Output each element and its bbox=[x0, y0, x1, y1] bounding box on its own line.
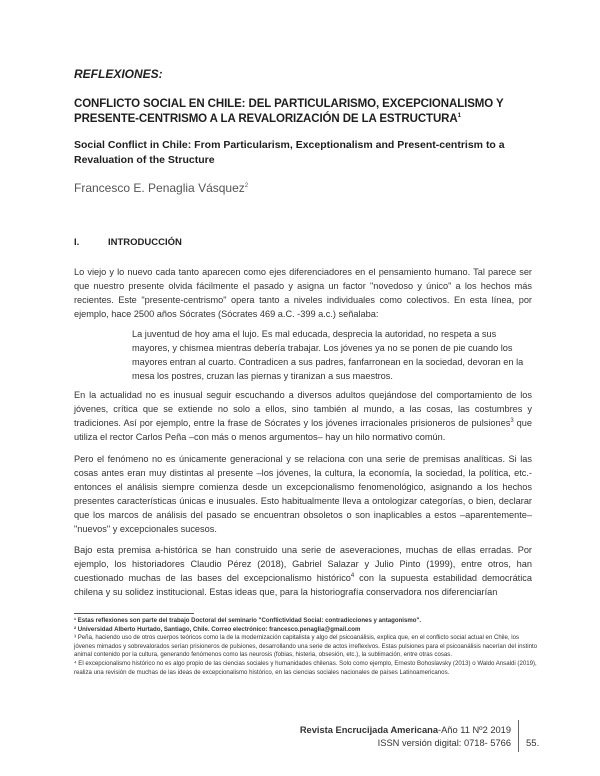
paragraph-4-text-a: Bajo esta premisa a-histórica se han construido una serie de aseveraciones, muchas de ellas erradas. Por ejemplo, los historiadores Claudio Pérez (2018), Gabriel Salazar y Julio Pinto (1999), entre otros, han cuestionado muchas de las bases del excepcionalismo histórico bbox=[74, 545, 532, 583]
article-title-spanish bbox=[74, 97, 536, 126]
paragraph-4-text-b: con la supuesta estabilidad democrática chilena y su solidez institucional. Estas ideas que, para la historiografía conservadora nos diferenciarían bbox=[74, 573, 532, 597]
author-footnote-marker: 2 bbox=[244, 183, 249, 189]
footnote-3: ³ Peña, haciendo uso de otros cuerpos teóricos como la de la modernización capitalista y algo del psicoanálisis, explica que, en el conflicto social actual en Chile, los jóvenes mimados y sobrevalorados serían prisioneros de pulsiones, desarrollando una serie de actos irreflexivos. Estas pulsiones para el psicoanálisis nacerían del instinto animal contenido por la cultura, generando fenómenos como las neurosis (fobias, histeria, obsesión, etc.), la sublimación, entre otras cosas. bbox=[74, 634, 538, 659]
section-number: I. bbox=[74, 237, 80, 248]
paragraph-3: Pero el fenómeno no es únicamente generacional y se relaciona con una serie de premisas analíticas. Si las cosas antes eran muy distintas al presente –los jóvenes, la cultura, la economía, la sociedad, la política, etc.- entonces el análisis siempre comienza desde un excepcionalismo fenomenológico, asignando a los hechos presentes características únicas e inusuales. Esto habitualmente lleva a ontologizar categorías, o bien, declarar que los marcos de análisis del pasado se encuentran obsoletos o son inaplicables a estos –aparentemente– "nuevos" y excepcionales sucesos. bbox=[74, 454, 532, 534]
footnotes bbox=[74, 617, 538, 677]
footnote-marker-4: 4 bbox=[350, 572, 355, 579]
author-name bbox=[74, 181, 248, 195]
footnote-2: ² Universidad Alberto Hurtado, Santiago, Chile. Correo electrónico: francesco.penaglia@gmail.com bbox=[74, 625, 361, 633]
title-footnote-marker: 1 bbox=[457, 112, 461, 119]
footnote-1: ¹ Estas reflexiones son parte del trabajo Doctoral del seminario "Conflictividad Social: contradicciones y antagonismo". bbox=[74, 617, 422, 624]
journal-issn: ISSN versión digital: 0718- 5766 bbox=[377, 738, 511, 748]
page-number: 55. bbox=[526, 738, 540, 749]
paragraph-4 bbox=[74, 543, 532, 599]
section-title: INTRODUCCIÓN bbox=[108, 237, 182, 248]
footnote-4: ⁴ El excepcionalismo histórico no es algo propio de las ciencias sociales y humanidades chilenas. Solo como ejemplo, Ernesto Bohoslavsky (2013) o Waldo Ansaldi (2019), realiza una revisión de muchas de las ideas de excepcionalismo histórico, en las ciencias sociales nacionales de países Latinoamericanos. bbox=[74, 659, 537, 676]
journal-info bbox=[300, 724, 511, 750]
journal-issue: -Año 11 Nº2 2019 bbox=[438, 725, 511, 735]
title-es-text: CONFLICTO SOCIAL EN CHILE: DEL PARTICULARISMO, EXCEPCIONALISMO Y PRESENTE-CENTRISMO A LA REVALORIZACIÓN DE LA ESTRUCTURA bbox=[74, 98, 504, 125]
journal-name: Revista Encrucijada Americana bbox=[299, 725, 438, 735]
author-text: Francesco E. Penaglia Vásquez bbox=[74, 181, 245, 195]
footnote-divider bbox=[74, 613, 194, 614]
section-heading bbox=[74, 237, 182, 248]
journal-line bbox=[300, 724, 511, 737]
paragraph-2 bbox=[74, 388, 532, 444]
paragraph-1: Lo viejo y lo nuevo cada tanto aparecen como ejes diferenciadores en el pensamiento humano. Tal parece ser que nuestro presente olvida fácilmente el pasado y asigna un factor "novedoso y único" a los hechos más recientes. Este "presente-centrismo" opera tanto a niveles individuales como colectivos. En esta línea, por ejemplo, hace 2500 años Sócrates (Sócrates 469 a.C. -399 a.c.) señalaba: bbox=[74, 267, 532, 319]
footer-divider bbox=[518, 720, 519, 752]
block-quote: La juventud de hoy ama el lujo. Es mal educada, desprecia la autoridad, no respeta a sus mayores, y chismea mientras debería trabajar. Los jóvenes ya no se ponen de pie cuando los mayores entran al cuarto. Contradicen a sus padres, fanfarronean en la sociedad, devoran en la mesa los postres, cruzan las piernas y tiranizan a sus maestros. bbox=[132, 329, 524, 381]
paragraph-2-text-b: que utiliza el rector Carlos Peña –con más o menos argumentos– hay un hilo normativo común. bbox=[74, 418, 532, 442]
article-title-english: Social Conflict in Chile: From Particularism, Exceptionalism and Present-centrism to a Revaluation of the Structure bbox=[74, 139, 505, 166]
paragraph-2-text-a: En la actualidad no es inusual seguir escuchando a diversos adultos quejándose del comportamiento de los jóvenes, crítica que se extiende no solo a ellos, sino también al mundo, a las cosas, las costumbres y tradiciones. Así por ejemplo, entre la frase de Sócrates y los jóvenes irracionales prisioneros de pulsiones bbox=[74, 390, 532, 428]
footnote-marker-3: 3 bbox=[510, 417, 514, 424]
section-label: REFLEXIONES: bbox=[74, 67, 163, 81]
